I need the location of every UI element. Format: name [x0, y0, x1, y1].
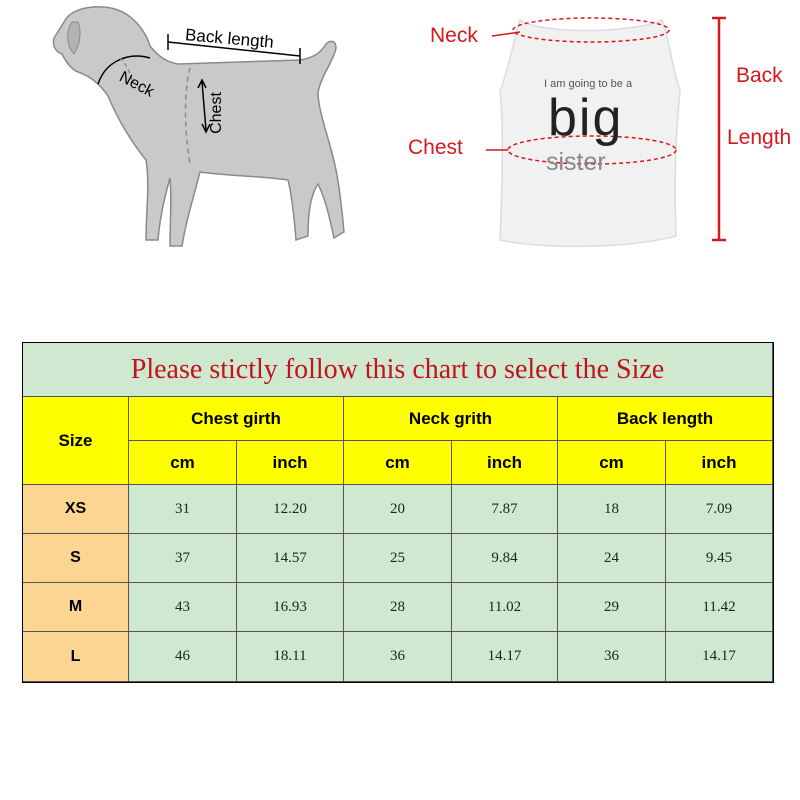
neck-label: Neck	[116, 68, 157, 101]
value-cell: 14.17	[452, 632, 558, 682]
value-cell: 46	[129, 632, 237, 682]
value-cell: 18	[558, 485, 666, 534]
group-header-back: Back length	[558, 397, 773, 441]
value-cell: 18.11	[237, 632, 344, 682]
shirt-print-sister: sister	[546, 148, 606, 176]
size-chart-table	[22, 342, 774, 683]
value-cell: 9.84	[452, 534, 558, 583]
unit-header: cm	[344, 441, 452, 485]
value-cell: 7.87	[452, 485, 558, 534]
group-header-neck: Neck grith	[344, 397, 558, 441]
size-cell: S	[23, 534, 129, 583]
shirt-print-line1: I am going to be a	[544, 78, 633, 90]
unit-header: cm	[558, 441, 666, 485]
dog-diagram	[0, 0, 400, 270]
value-cell: 28	[344, 583, 452, 632]
value-cell: 16.93	[237, 583, 344, 632]
value-cell: 25	[344, 534, 452, 583]
value-cell: 12.20	[237, 485, 344, 534]
value-cell: 36	[344, 632, 452, 682]
value-cell: 29	[558, 583, 666, 632]
shirt-neck-label: Neck	[430, 24, 478, 47]
value-cell: 14.17	[666, 632, 773, 682]
size-header: Size	[23, 397, 129, 485]
shirt-chest-label: Chest	[408, 136, 463, 159]
value-cell: 20	[344, 485, 452, 534]
value-cell: 36	[558, 632, 666, 682]
shirt-back-label: Back	[736, 64, 783, 87]
size-cell: XS	[23, 485, 129, 534]
value-cell: 11.42	[666, 583, 773, 632]
table-title: Please stictly follow this chart to select the Size	[23, 343, 773, 397]
value-cell: 14.57	[237, 534, 344, 583]
value-cell: 9.45	[666, 534, 773, 583]
group-header-chest: Chest girth	[129, 397, 344, 441]
value-cell: 11.02	[452, 583, 558, 632]
back-length-label: Back length	[184, 25, 275, 52]
shirt-print-big: big	[548, 89, 624, 147]
unit-header: inch	[237, 441, 344, 485]
unit-header: cm	[129, 441, 237, 485]
value-cell: 43	[129, 583, 237, 632]
value-cell: 7.09	[666, 485, 773, 534]
value-cell: 31	[129, 485, 237, 534]
size-cell: L	[23, 632, 129, 682]
shirt-length-label: Length	[727, 126, 792, 149]
chest-label: Chest	[207, 92, 225, 134]
unit-header: inch	[452, 441, 558, 485]
unit-header: inch	[666, 441, 773, 485]
value-cell: 37	[129, 534, 237, 583]
value-cell: 24	[558, 534, 666, 583]
size-cell: M	[23, 583, 129, 632]
